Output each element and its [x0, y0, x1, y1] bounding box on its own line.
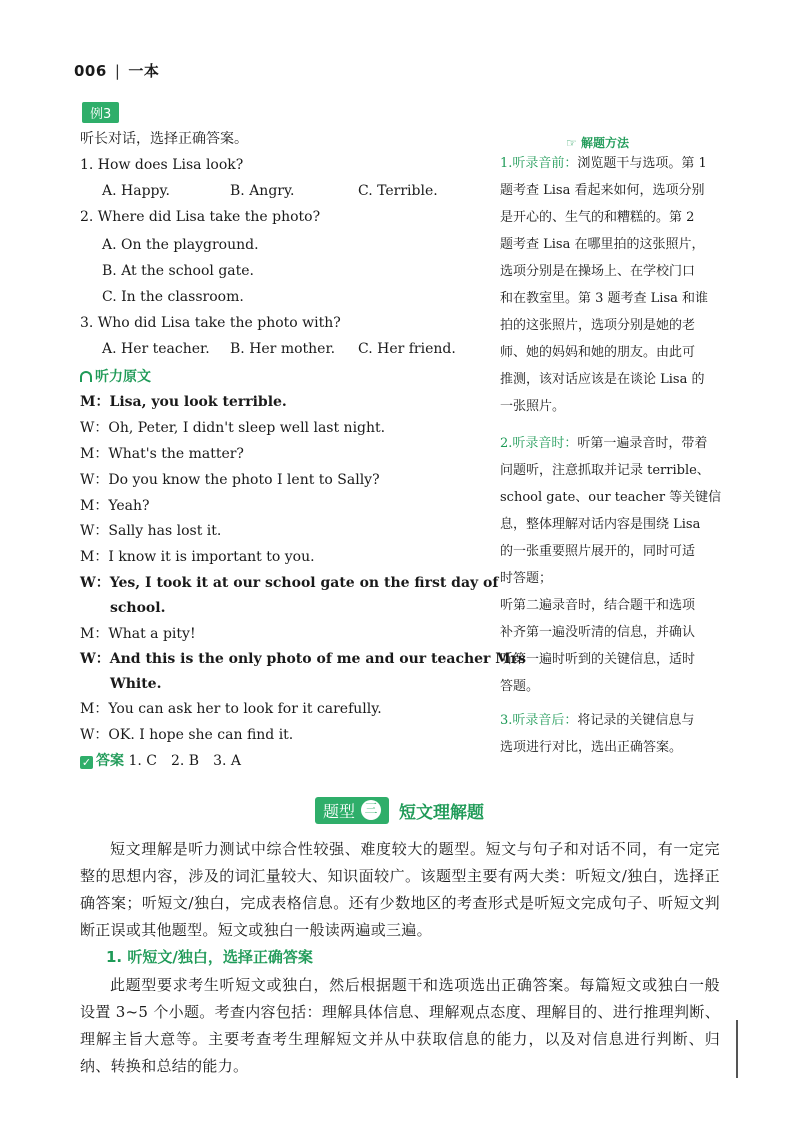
instruction: 听长对话，选择正确答案。 [80, 131, 248, 147]
answer-line [80, 752, 241, 770]
option: A. Her teacher. [102, 341, 210, 357]
method-step-3: 3.听录音后：将记录的关键信息与 选项进行对比，选出正确答案。 [500, 713, 695, 755]
transcript-line: M：What a pity! [80, 626, 196, 642]
section-intro: 短文理解是听力测试中综合性较强、难度较大的题型。短文与句子和对话不同，有一定完整的思想内容，涉及的词汇量较大、知识面较广。该题型主要有两大类：听短文/独白，选择正确答案；听短文/独白，完成表格信息。还有少数地区的考查形式是听短文完成句子、听短文判断正误或其他题型。短文或独白一般读两遍或三遍。 [80, 840, 720, 939]
section-number: 三 [361, 800, 381, 820]
page-edge-mark [736, 1020, 738, 1078]
method-step-2: 2.听录音时：听第一遍录音时，带着 问题听，注意抓取并记录 terrible、 school gate、our teacher 等关键信 息，整体理解对话内容是围绕 Lisa 的一张重要照片展开的，同时可适 时答题； 听第二遍录音时，结合题干和选项 补齐第一遍没听清的信息，并确认 听第一遍时听到的关键信息，适时 答题。 [500, 436, 722, 694]
step-2-label: 2.听录音时： [500, 436, 578, 451]
transcript-title: 听力原文 [95, 369, 151, 385]
example-tag: 例3 [82, 102, 119, 123]
method-heading [566, 134, 629, 151]
section-title: 短文理解题 [399, 802, 485, 823]
page-header [74, 60, 159, 81]
method-title: 解题方法 [580, 136, 629, 150]
question-1-options [102, 182, 438, 200]
answer-label: 答案 [96, 753, 124, 769]
transcript-line: M：You can ask her to look for it carefully. [80, 701, 382, 717]
page-number: 006 [74, 62, 107, 80]
transcript-line: W：Oh, Peter, I didn't sleep well last night. [80, 420, 386, 436]
question-3: 3. Who did Lisa take the photo with? [80, 315, 341, 331]
step-3-label: 3.听录音后： [500, 713, 578, 728]
section-pill-label: 题型 [323, 801, 356, 821]
option: B. Angry. [230, 183, 295, 199]
method-step-1: 1.听录音前：浏览题干与选项。第 1 题考查 Lisa 看起来如何，选项分别 是开心的、生气的和糟糕的。第 2 题考查 Lisa 在哪里拍的这张照片， 选项分别是在操场上、在学校门口 和在教室里。第 3 题考查 Lisa 和谁 拍的这张照片，选项分别是她的老 师、她的妈妈和她的朋友。由此可 推测，该对话应该是在谈论 Lisa 的 一张照片。 [500, 156, 709, 414]
transcript-line: W：Yes, I took it at our school gate on the first day of [80, 575, 499, 591]
transcript-line-cont: White. [110, 676, 162, 692]
transcript-heading [80, 366, 151, 386]
question-2: 2. Where did Lisa take the photo? [80, 209, 321, 225]
transcript-line-cont: school. [110, 600, 166, 616]
option: B. Her mother. [230, 341, 336, 357]
section-pill [315, 797, 389, 824]
sub-section-title: 1. 听短文/独白，选择正确答案 [106, 948, 313, 966]
question-1: 1. How does Lisa look? [80, 157, 244, 173]
transcript-line: W：Sally has lost it. [80, 523, 222, 539]
headphones-icon [80, 371, 92, 382]
transcript-line: M：Lisa, you look terrible. [80, 394, 287, 410]
step-1-label: 1.听录音前： [500, 156, 578, 171]
option: C. In the classroom. [102, 289, 244, 305]
transcript-line: M：Yeah? [80, 498, 150, 514]
option: A. Happy. [102, 183, 170, 199]
sub-section-text: 此题型要求考生听短文或独白，然后根据题干和选项选出正确答案。每篇短文或独白一般设置 3~5 个小题。考查内容包括：理解具体信息、理解观点态度、理解目的、进行推理判断、理解主旨大意等。主要考查考生理解短文并从中获取信息的能力，以及对信息进行判断、归纳、转换和总结的能力。 [80, 976, 720, 1075]
option: B. At the school gate. [102, 263, 255, 279]
transcript-line: W：OK. I hope she can find it. [80, 727, 294, 743]
question-3-options [102, 340, 456, 358]
check-icon: ✓ [81, 756, 92, 769]
transcript-line: W：Do you know the photo I lent to Sally? [80, 472, 380, 488]
book-title: 一本 [128, 62, 160, 80]
option: C. Terrible. [358, 183, 438, 199]
transcript-line: M：I know it is important to you. [80, 549, 315, 565]
section-banner [315, 797, 484, 823]
option: C. Her friend. [358, 341, 456, 357]
pointing-hand-icon: ☞ [566, 136, 581, 150]
header-separator: | [114, 62, 121, 80]
answer-values: 1. C 2. B 3. A [128, 753, 241, 769]
transcript-line: M：What's the matter? [80, 446, 244, 462]
transcript-line: W：And this is the only photo of me and our teacher Mrs [80, 651, 527, 667]
option: A. On the playground. [102, 237, 259, 253]
